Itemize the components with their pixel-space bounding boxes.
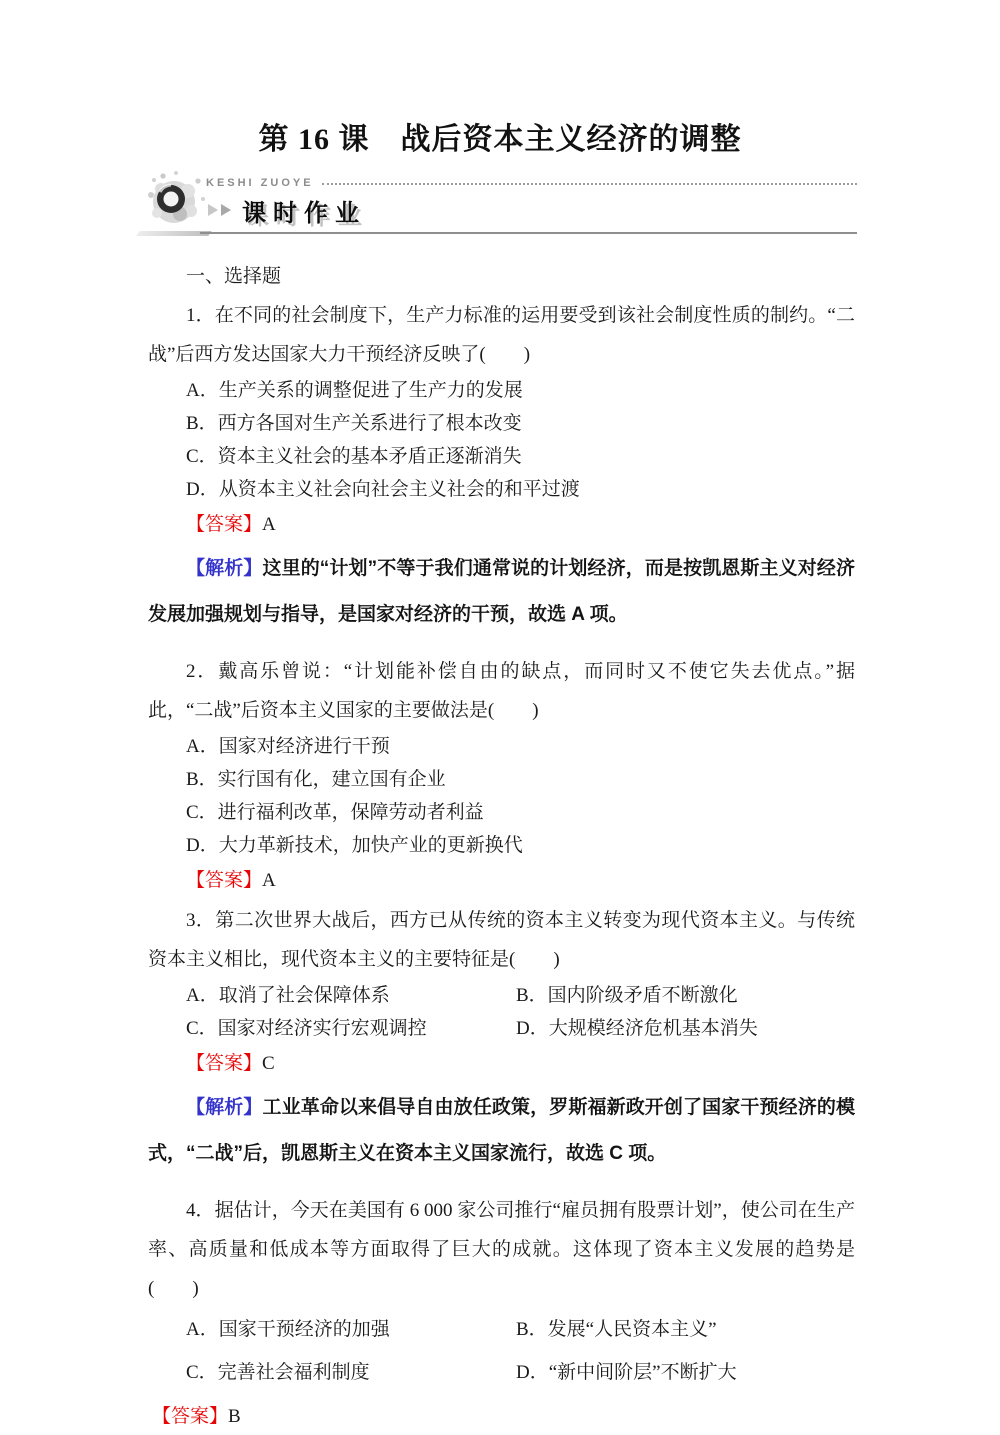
question-stem: 2．戴高乐曾说：“计划能补偿自由的缺点，而同时又不使它失去优点。”据此，“二战”后资本主义国家的主要做法是( ) [148, 661, 855, 721]
option-item: A．生产关系的调整促进了生产力的发展 [186, 380, 523, 401]
analysis-paragraph [148, 1085, 855, 1177]
answer-label: 【答案】 [186, 870, 263, 891]
section-banner [148, 174, 857, 236]
option-item: C．进行福利改革，保障劳动者利益 [186, 802, 484, 823]
answer-line [148, 506, 855, 543]
splash-logo-icon [142, 168, 210, 236]
worksheet-content [0, 236, 1000, 1435]
double-arrow-icon [208, 204, 234, 216]
option-grid [148, 1308, 855, 1394]
answer-line [148, 1045, 855, 1082]
answer-label: 【答案】 [186, 514, 263, 535]
option-item: D．从资本主义社会向社会主义社会的和平过渡 [186, 479, 580, 500]
answer-line [148, 862, 855, 899]
option-item: C．国家对经济实行宏观调控 [186, 1018, 427, 1039]
option-item: D．大规模经济危机基本消失 [516, 1018, 758, 1039]
option-item: B．实行国有化，建立国有企业 [186, 769, 446, 790]
option-item: C．完善社会福利制度 [186, 1362, 370, 1383]
question-stem: 3．第二次世界大战后，西方已从传统的资本主义转变为现代资本主义。与传统资本主义相比，现代资本主义的主要特征是( ) [148, 910, 855, 970]
answer-value: C [262, 1053, 275, 1074]
banner-label: 课时作业 [242, 199, 366, 227]
banner-label-row [208, 195, 857, 225]
answer-line [148, 1398, 855, 1435]
banner-pinyin: KESHI ZUOYE [206, 177, 314, 189]
question-stem: 4．据估计，今天在美国有 6 000 家公司推行“雇员拥有股票计划”，使公司在生产率、高质量和低成本等方面取得了巨大的成就。这体现了资本主义发展的趋势是( ) [148, 1200, 855, 1299]
section-heading: 一、选择题 [186, 266, 282, 287]
option-item: B．国内阶级矛盾不断激化 [516, 985, 738, 1006]
analysis-paragraph [148, 546, 855, 638]
option-item: A．国家干预经济的加强 [186, 1319, 390, 1340]
analysis-text: 这里的“计划”不等于我们通常说的计划经济，而是按凯恩斯主义对经济发展加强规划与指导，是国家对经济的干预，故选 A 项。 [148, 558, 855, 625]
option-item: A．国家对经济进行干预 [186, 736, 390, 757]
analysis-label: 【解析】 [186, 558, 263, 579]
answer-value: A [262, 514, 276, 535]
banner-underline [200, 232, 857, 234]
page-title: 第 16 课 战后资本主义经济的调整 [258, 123, 742, 156]
analysis-text: 工业革命以来倡导自由放任政策，罗斯福新政开创了国家干预经济的模式，“二战”后，凯恩斯主义在资本主义国家流行，故选 C 项。 [148, 1097, 855, 1164]
dotted-divider [322, 183, 857, 185]
banner-pinyin-row [206, 174, 857, 192]
option-item: B．西方各国对生产关系进行了根本改变 [186, 413, 522, 434]
option-item: A．取消了社会保障体系 [186, 985, 390, 1006]
analysis-label: 【解析】 [186, 1097, 263, 1118]
option-item: D．“新中间阶层”不断扩大 [516, 1362, 737, 1383]
answer-value: A [262, 870, 276, 891]
option-item: B．发展“人民资本主义” [516, 1319, 717, 1340]
answer-value: B [228, 1406, 241, 1427]
question-stem: 1．在不同的社会制度下，生产力标准的运用要受到该社会制度性质的制约。“二战”后西方发达国家大力干预经济反映了( ) [148, 305, 855, 365]
answer-label: 【答案】 [152, 1406, 229, 1427]
answer-label: 【答案】 [186, 1053, 263, 1074]
option-grid [148, 979, 855, 1045]
option-item: C．资本主义社会的基本矛盾正逐渐消失 [186, 446, 522, 467]
option-item: D．大力革新技术，加快产业的更新换代 [186, 835, 523, 856]
